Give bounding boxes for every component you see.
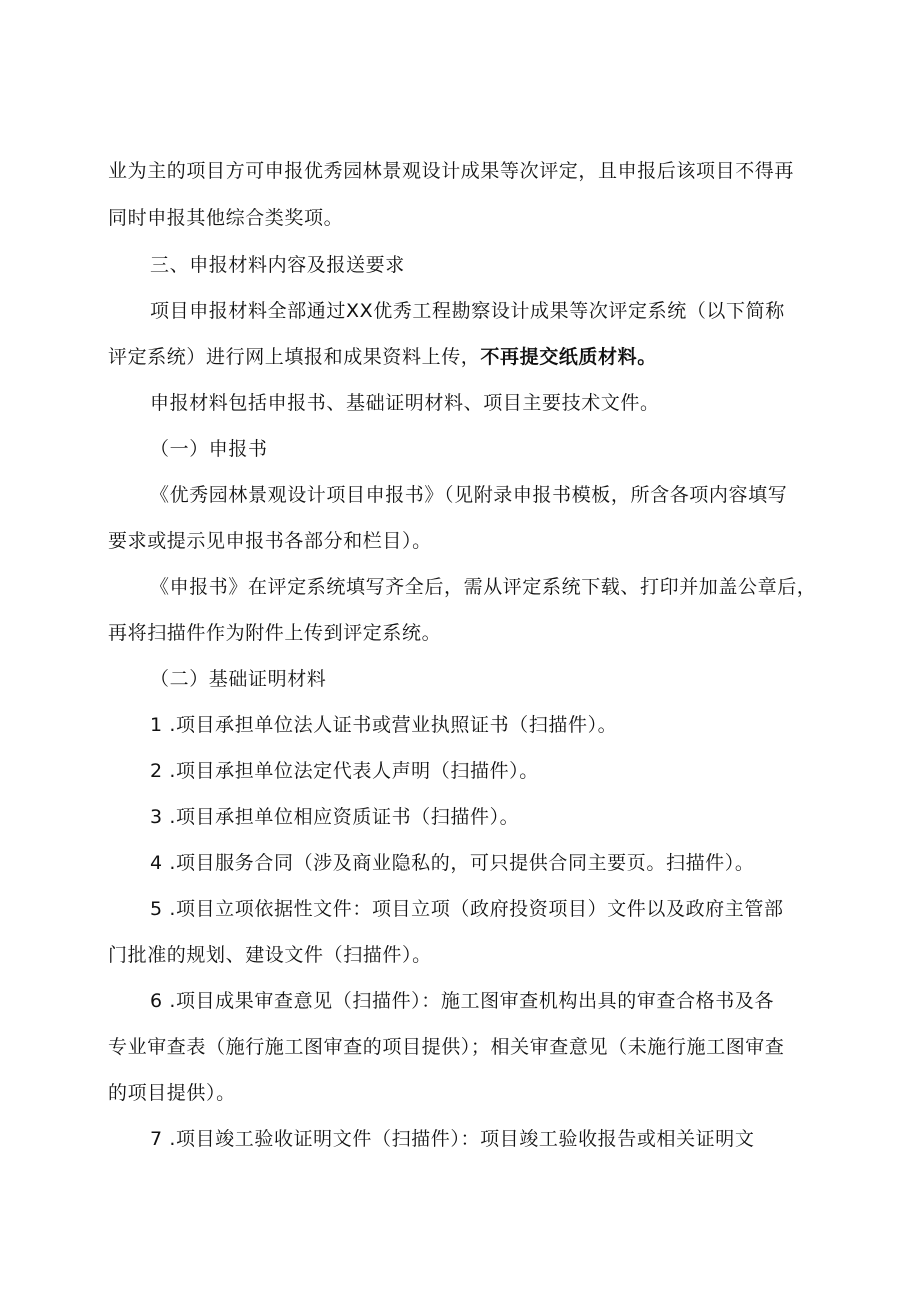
paragraph-3: 申报材料包括申报书、基础证明材料、项目主要技术文件。: [150, 392, 660, 414]
paragraph-1-line-1: 业为主的项目方可申报优秀园林景观设计成果等次评定，且申报后该项目不得再: [108, 160, 795, 182]
paragraph-4-line-2: 要求或提示见申报书各部分和栏目）。: [108, 530, 432, 552]
list-item-4: 4 .项目服务合同（涉及商业隐私的，可只提供合同主要页。扫描件）。: [150, 852, 755, 874]
subsection-1-heading: （一）申报书: [150, 438, 268, 460]
paragraph-2-emphasis: 不再提交纸质材料。: [480, 346, 657, 368]
list-item-6-line-1: 6 .项目成果审查意见（扫描件）：施工图审查机构出具的审查合格书及各: [150, 990, 775, 1012]
list-item-5-line-1: 5 .项目立项依据性文件：项目立项（政府投资项目）文件以及政府主管部: [150, 898, 784, 920]
list-item-3: 3 .项目承担单位相应资质证书（扫描件）。: [150, 806, 520, 828]
list-item-1: 1 .项目承担单位法人证书或营业执照证书（扫描件）。: [150, 714, 618, 736]
section-3-heading: 三、申报材料内容及报送要求: [150, 254, 405, 276]
paragraph-4-line-1: 《优秀园林景观设计项目申报书》（见附录申报书模板，所含各项内容填写: [150, 484, 788, 506]
paragraph-2-line-2-text: 评定系统）进行网上填报和成果资料上传，: [108, 346, 481, 368]
list-item-2: 2 .项目承担单位法定代表人声明（扫描件）。: [150, 760, 539, 782]
paragraph-2-line-2: [108, 345, 818, 369]
list-item-6-line-3: 的项目提供）。: [108, 1082, 236, 1104]
paragraph-5-line-2: 再将扫描件作为附件上传到评定系统。: [108, 622, 442, 644]
subsection-2-heading: （二）基础证明材料: [150, 668, 327, 690]
list-item-7-line-1: 7 .项目竣工验收证明文件（扫描件）：项目竣工验收报告或相关证明文: [150, 1128, 755, 1150]
list-item-6-line-2: 专业审查表（施行施工图审查的项目提供）；相关审查意见（未施行施工图审查: [108, 1036, 785, 1058]
paragraph-5-line-1: 《申报书》在评定系统填写齐全后，需从评定系统下载、打印并加盖公章后，: [150, 576, 817, 598]
list-item-5-line-2: 门批准的规划、建设文件（扫描件）。: [108, 944, 432, 966]
paragraph-1-line-2: 同时申报其他综合类奖项。: [108, 207, 344, 229]
paragraph-2-line-1: 项目申报材料全部通过XX优秀工程勘察设计成果等次评定系统（以下简称: [150, 300, 785, 322]
